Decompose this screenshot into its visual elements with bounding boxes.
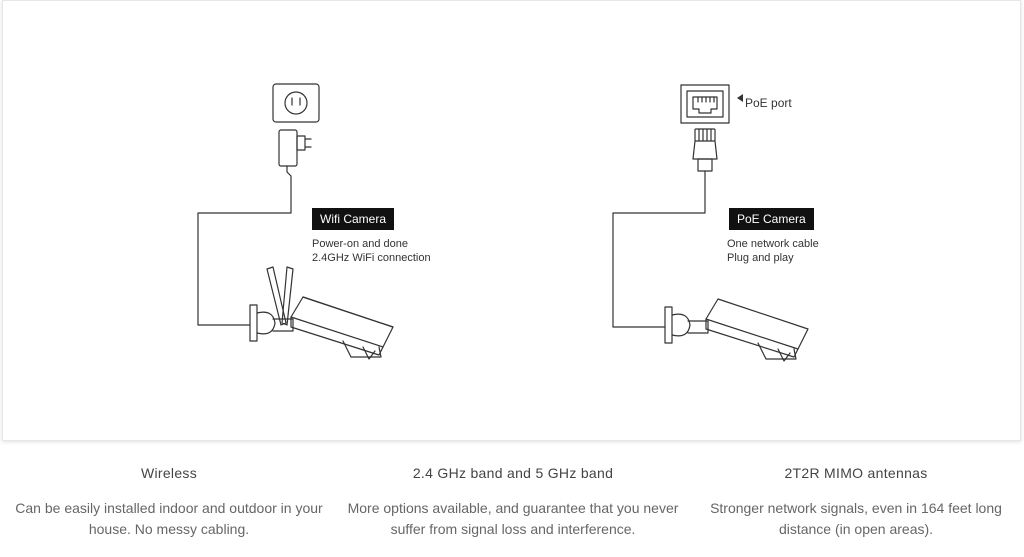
ethernet-cable — [613, 181, 705, 327]
wall-socket-icon — [273, 84, 319, 122]
wifi-camera-tag: Wifi Camera — [312, 208, 394, 230]
feature-text: More options available, and guarantee that you never suffer from signal loss and interference. — [347, 500, 679, 537]
ethernet-plug-icon — [693, 129, 717, 181]
feature-text: Stronger network signals, even in 164 feet long distance (in open areas). — [710, 500, 1002, 537]
poe-camera-icon — [665, 299, 808, 361]
poe-port-icon — [681, 85, 729, 123]
feature-title: 2T2R MIMO antennas — [784, 465, 928, 481]
feature-title: 2.4 GHz band and 5 GHz band — [412, 465, 614, 481]
diagram-svg — [3, 1, 1022, 442]
feature-mimo — [688, 462, 1024, 540]
poe-camera-tag: PoE Camera — [729, 208, 814, 230]
wifi-camera-icon — [250, 267, 393, 359]
poe-desc-line1: One network cable — [727, 238, 819, 250]
feature-wireless — [4, 462, 334, 540]
poe-desc-line2: Plug and play — [727, 252, 794, 264]
feature-title: Wireless — [140, 465, 198, 481]
hero-illustration-panel — [2, 0, 1021, 441]
wifi-power-cable — [198, 181, 291, 325]
feature-dual-band — [342, 462, 684, 540]
power-adapter-icon — [279, 130, 311, 181]
pointer-arrow-icon — [737, 94, 743, 102]
feature-text: Can be easily installed indoor and outdoor in your house. No messy cabling. — [15, 500, 323, 537]
wifi-desc-line1: Power-on and done — [312, 238, 409, 250]
poe-port-label: PoE port — [745, 96, 792, 110]
wifi-desc-line2: 2.4GHz WiFi connection — [312, 252, 431, 264]
